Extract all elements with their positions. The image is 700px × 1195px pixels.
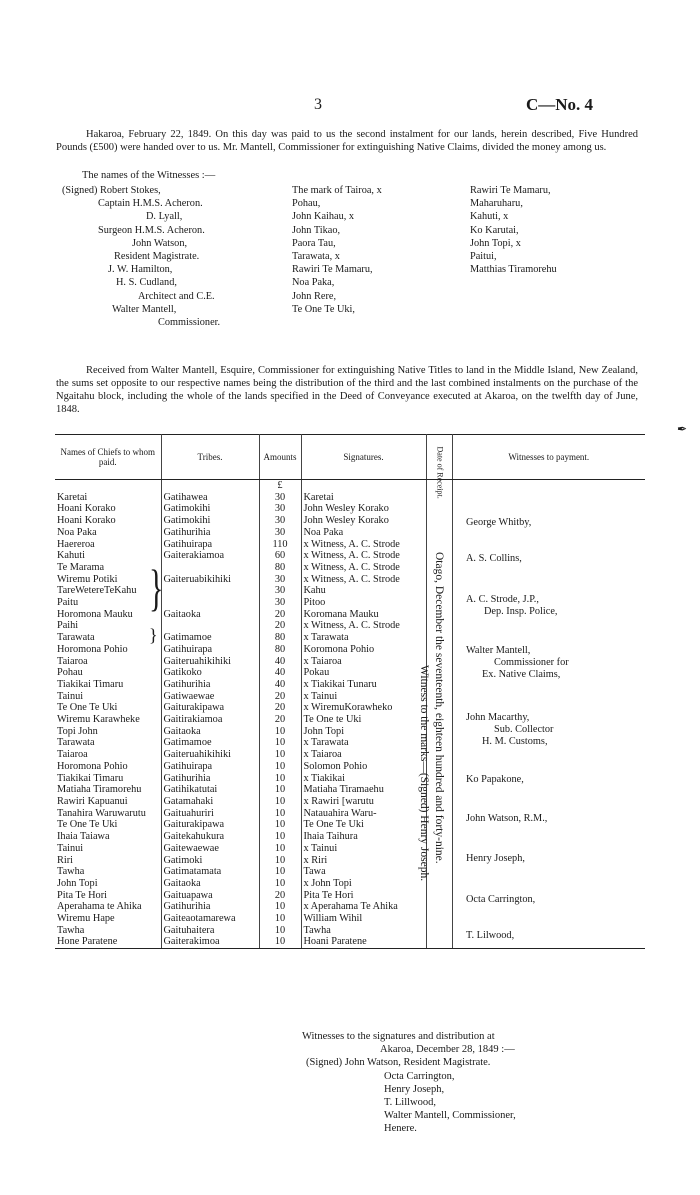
chief-name: Paihi (55, 620, 161, 632)
tribe: Gaiteruahikihiki (161, 656, 259, 668)
amount: 10 (259, 925, 301, 937)
witness-line: Kahuti, x (470, 211, 509, 223)
tribe (161, 562, 259, 574)
table-header-row (55, 435, 645, 480)
chief-name: Tanahira Waruwarutu (55, 808, 161, 820)
chief-name: Tainui (55, 691, 161, 703)
tribe: Gatiwaewae (161, 691, 259, 703)
amount: 10 (259, 901, 301, 913)
footer-line: T. Lillwood, (384, 1097, 437, 1109)
currency-row (55, 480, 645, 492)
tribe: Gatihawea (161, 492, 259, 504)
chief-name: Wiremu Karawheke (55, 714, 161, 726)
amount: 10 (259, 761, 301, 773)
signature: x Rawiri [warutu (301, 796, 426, 808)
signature: x Witness, A. C. Strode (301, 620, 426, 632)
amount: 20 (259, 620, 301, 632)
amount: 10 (259, 749, 301, 761)
table-row (55, 749, 645, 761)
chief-name: Aperahama te Ahika (55, 901, 161, 913)
amount: 10 (259, 784, 301, 796)
signature: John Wesley Korako (301, 515, 426, 527)
payment-witness-line: H. M. Customs, (482, 736, 548, 747)
witness-line: John Topi, x (470, 237, 521, 249)
signature: Pokau (301, 667, 426, 679)
chief-name: Ihaia Taiawa (55, 831, 161, 843)
brace-1: } (149, 560, 164, 617)
witness-line: John Tikao, (292, 224, 341, 236)
signature: William Wihil (301, 913, 426, 925)
payment-witness (466, 894, 535, 906)
signature: x Witness, A. C. Strode (301, 562, 426, 574)
signature: x Aperahama Te Ahika (301, 901, 426, 913)
signature: x Witness, A. C. Strode (301, 539, 426, 551)
witness-line: Matthias Tiramorehu (470, 264, 557, 276)
table-row (55, 574, 645, 586)
signature: Koromona Pohio (301, 644, 426, 656)
footer-witnesses (302, 1030, 516, 1136)
chief-name: Riri (55, 855, 161, 867)
chief-name: Taiaroa (55, 749, 161, 761)
header-witnesses: Witnesses to payment. (452, 435, 645, 480)
amount: 80 (259, 644, 301, 656)
witnesses-middle-column (292, 184, 382, 316)
witness-line: Rawiri Te Mamaru, (470, 185, 551, 196)
tribe: Gatikoko (161, 667, 259, 679)
amount: 40 (259, 667, 301, 679)
tribe: Gatimokihi (161, 515, 259, 527)
witness-line: Noa Paka, (292, 277, 335, 289)
tribe: Gaitirakiamoa (161, 714, 259, 726)
chief-name: Rawiri Kapuanui (55, 796, 161, 808)
payment-witness-line: Octa Carrington, (466, 894, 536, 905)
payment-witness-line: Henry Joseph, (466, 853, 525, 864)
witness-line: Walter Mantell, (112, 303, 177, 315)
table-row (55, 503, 645, 515)
amount: 10 (259, 808, 301, 820)
signature: John Wesley Korako (301, 503, 426, 515)
signature: x Taiaroa (301, 656, 426, 668)
amount: 30 (259, 597, 301, 609)
amount: 10 (259, 878, 301, 890)
tribe: Gaiterakimoa (161, 936, 259, 948)
tribe: Gatimatamata (161, 866, 259, 878)
tribe: Gatihuirapa (161, 761, 259, 773)
witness-line: Architect and C.E. (138, 290, 215, 302)
witnesses-right-column (470, 184, 557, 276)
table-row (55, 515, 645, 527)
tribe: Gaiteaotamarewa (161, 913, 259, 925)
chief-name: Tawha (55, 866, 161, 878)
chief-name: Tainui (55, 843, 161, 855)
tribe: Gaitaoka (161, 726, 259, 738)
table-row (55, 620, 645, 632)
chief-name: Haereroa (55, 539, 161, 551)
chief-name: TareWetereTeKahu (55, 585, 161, 597)
payment-witness (466, 813, 547, 825)
signature: Matiaha Tiramaehu (301, 784, 426, 796)
tribe: Gatimamoe (161, 632, 259, 644)
witness-line: Pohau, (292, 198, 321, 210)
chief-name: Noa Paka (55, 527, 161, 539)
amount: 10 (259, 726, 301, 738)
header-date: Date of Receipt. (426, 435, 452, 480)
tribe: Gaiteruabikihiki (161, 574, 259, 586)
signature: x Taiaroa (301, 749, 426, 761)
witness-line: Commissioner. (158, 317, 221, 329)
chief-name: Horomona Pohio (55, 761, 161, 773)
tribe: Gatimamoe (161, 737, 259, 749)
page-number: 3 (314, 96, 322, 113)
amount: 110 (259, 539, 301, 551)
chief-name: Kahuti (55, 550, 161, 562)
table-row (55, 550, 645, 562)
chief-name: Te One Te Uki (55, 702, 161, 714)
signature: Kahu (301, 585, 426, 597)
signature: x Tiakikai Tunaru (301, 679, 426, 691)
table-row (55, 702, 645, 714)
chief-name: Hoani Korako (55, 515, 161, 527)
chief-name: Te One Te Uki (55, 819, 161, 831)
witness-line: Paitui, (470, 251, 497, 263)
header-tribes: Tribes. (161, 435, 259, 480)
footer-line: Henry Joseph, (384, 1083, 445, 1095)
signature: x WiremuKorawheko (301, 702, 426, 714)
tribe: Gaituapawa (161, 890, 259, 902)
amount: 30 (259, 574, 301, 586)
chief-name: John Topi (55, 878, 161, 890)
chief-name: Tiakikai Timaru (55, 679, 161, 691)
tribe: Gatimoki (161, 855, 259, 867)
table-row (55, 878, 645, 890)
witness-line: Rawiri Te Mamaru, (292, 264, 373, 276)
witnesses-left-column (62, 184, 220, 329)
tribe (161, 597, 259, 609)
amount: 20 (259, 702, 301, 714)
witness-line: Tarawata, x (292, 251, 340, 263)
signature: Ihaia Taihura (301, 831, 426, 843)
brace-2: } (149, 625, 158, 645)
witness-line: (Signed) Robert Stokes, (62, 185, 161, 196)
signature: x John Topi (301, 878, 426, 890)
chief-name: Horomona Mauku (55, 609, 161, 621)
payment-witness-line: George Whitby, (466, 517, 532, 528)
tribe: Gaitewaewae (161, 843, 259, 855)
signature: x Riri (301, 855, 426, 867)
payment-witness (466, 774, 524, 786)
amount: 20 (259, 890, 301, 902)
header-signatures: Signatures. (301, 435, 426, 480)
payment-witness (466, 517, 531, 529)
amount: 10 (259, 796, 301, 808)
signature: Te One Te Uki (301, 819, 426, 831)
signature: Tawa (301, 866, 426, 878)
amount: 10 (259, 855, 301, 867)
payment-witness (466, 594, 558, 618)
amount: 30 (259, 585, 301, 597)
chief-name: Matiaha Tiramorehu (55, 784, 161, 796)
payment-witness-line: Walter Mantell, (466, 645, 531, 656)
table-row (55, 527, 645, 539)
table-row (55, 831, 645, 843)
witness-line: John Kaihau, x (292, 211, 355, 223)
signature: Koromana Mauku (301, 609, 426, 621)
tribe: Gatihuirapa (161, 644, 259, 656)
table-row (55, 737, 645, 749)
tribe: Gaiturakipawa (161, 702, 259, 714)
signature: Pitoo (301, 597, 426, 609)
payment-table (55, 434, 645, 949)
payment-witness-line: Commissioner for (494, 657, 569, 668)
amount: 60 (259, 550, 301, 562)
currency-symbol: £ (259, 480, 301, 492)
amount: 10 (259, 913, 301, 925)
chief-name: Hone Paratene (55, 936, 161, 948)
witness-line: H. S. Cudland, (116, 277, 177, 289)
amount: 80 (259, 632, 301, 644)
signature: Karetai (301, 492, 426, 504)
tribe: Gatihurihia (161, 901, 259, 913)
signature: Te One te Uki (301, 714, 426, 726)
tribe: Gatimokihi (161, 503, 259, 515)
tribe: Gaitekahukura (161, 831, 259, 843)
table-row (55, 773, 645, 785)
document-reference: C—No. 4 (526, 95, 594, 114)
chief-name: Pita Te Hori (55, 890, 161, 902)
signature: x Witness, A. C. Strode (301, 550, 426, 562)
chief-name: Karetai (55, 492, 161, 504)
table-row (55, 726, 645, 738)
signature: Pita Te Hori (301, 890, 426, 902)
chief-name: Tarawata (55, 632, 161, 644)
amount: 20 (259, 609, 301, 621)
signature: x Tainui (301, 843, 426, 855)
witness-line: John Watson, (132, 237, 188, 249)
date-vertical-text: Otago, December the seventeenth, eighteen hundred and forty-nine. (433, 552, 445, 864)
amount: 30 (259, 527, 301, 539)
footer-line: Witnesses to the signatures and distribution at (302, 1031, 495, 1042)
tribe: Gatihikatutai (161, 784, 259, 796)
table-row (55, 866, 645, 878)
chief-name: Paitu (55, 597, 161, 609)
table-row (55, 855, 645, 867)
receipt-paragraph (56, 364, 638, 416)
chief-name: Pohau (55, 667, 161, 679)
amount: 20 (259, 691, 301, 703)
chief-name: Taiaroa (55, 656, 161, 668)
amount: 10 (259, 737, 301, 749)
payment-witness-line: Sub. Collector (494, 724, 554, 735)
tribe: Gatihurihia (161, 773, 259, 785)
table-row (55, 562, 645, 574)
amount: 10 (259, 831, 301, 843)
tribe: Gaitaoka (161, 609, 259, 621)
chief-name: Wiremu Potiki (55, 574, 161, 586)
tribe: Gatihurihia (161, 527, 259, 539)
witness-line: D. Lyall, (146, 211, 183, 223)
chief-name: Horomona Pohio (55, 644, 161, 656)
signature: Solomon Pohio (301, 761, 426, 773)
payment-witness-line: John Macarthy, (466, 712, 530, 723)
header-names: Names of Chiefs to whom paid. (55, 435, 161, 480)
signature: x Tiakikai (301, 773, 426, 785)
tribe: Gatihurihia (161, 679, 259, 691)
payment-witness-line: John Watson, R.M., (466, 813, 548, 824)
witness-line: Maharuharu, (470, 198, 523, 210)
footer-line: Henere. (384, 1123, 417, 1135)
signature: x Tainui (301, 691, 426, 703)
payment-witness-line: Dep. Insp. Police, (484, 606, 558, 617)
witness-heading: The names of the Witnesses :— (82, 170, 216, 181)
amount: 30 (259, 515, 301, 527)
intro-paragraph (56, 128, 638, 154)
witness-line: J. W. Hamilton, (108, 264, 173, 276)
table-row (55, 796, 645, 808)
chief-name: Topi John (55, 726, 161, 738)
table-row (55, 901, 645, 913)
chief-name: Tiakikai Timaru (55, 773, 161, 785)
amount: 10 (259, 819, 301, 831)
chief-name: Wiremu Hape (55, 913, 161, 925)
witness-line: The mark of Tairoa, x (292, 185, 382, 196)
table-row (55, 761, 645, 773)
chief-name: Tarawata (55, 737, 161, 749)
signature: Tawha (301, 925, 426, 937)
footer-line: Akaroa, December 28, 1849 :— (380, 1044, 515, 1056)
amount: 30 (259, 492, 301, 504)
payment-witness (466, 930, 514, 942)
witness-line: Ko Karutai, (470, 224, 519, 236)
witness-line: Surgeon H.M.S. Acheron. (98, 224, 205, 236)
payment-witness-line: A. C. Strode, J.P., (466, 594, 539, 605)
receipt-text: Received from Walter Mantell, Esquire, Commissioner for extinguishing Native Titles to land in the Middle Island, New Zealand, the sums set opposite to our respective names being the distribution of the third and the last combined instalments on the purchase of the Ngaitahu block, including the whole of the lands specified in the Deed of Conveyance executed at Akaroa, on the twelfth day of June, 1848. (56, 365, 638, 415)
table-row (55, 925, 645, 937)
signature: x Witness, A. C. Strode (301, 574, 426, 586)
table-row (55, 913, 645, 925)
amount: 80 (259, 562, 301, 574)
witness-line: John Rere, (292, 290, 337, 302)
chief-name: Te Marama (55, 562, 161, 574)
amount: 20 (259, 714, 301, 726)
chief-name: Hoani Korako (55, 503, 161, 515)
signature: Hoani Paratene (301, 936, 426, 948)
table-row (55, 843, 645, 855)
tribe: Gaiteruahikihiki (161, 749, 259, 761)
amount: 40 (259, 656, 301, 668)
footer-line: Octa Carrington, (384, 1070, 455, 1082)
payment-witness-line: A. S. Collins, (466, 553, 522, 564)
payment-witness-line: Ko Papakone, (466, 774, 524, 785)
chief-name: Tawha (55, 925, 161, 937)
witness-line: Te One Te Uki, (292, 303, 355, 315)
tribe: Gaitaoka (161, 878, 259, 890)
table-row (55, 691, 645, 703)
tribe: Gaiterakiamoa (161, 550, 259, 562)
table-row (55, 890, 645, 902)
header-amounts: Amounts (259, 435, 301, 480)
table-row (55, 539, 645, 551)
payment-witness (466, 712, 554, 748)
tribe: Gaituahuriri (161, 808, 259, 820)
tribe: Gaiturakipawa (161, 819, 259, 831)
witness-line: Captain H.M.S. Acheron. (98, 198, 203, 210)
tribe (161, 620, 259, 632)
tribe: Gatihuirapa (161, 539, 259, 551)
intro-text: Hakaroa, February 22, 1849. On this day was paid to us the second instalment for our lands, herein described, Five Hundred Pounds (£500) were handed over to us. Mr. Mantell, Commissioner for extinguishing Native Claims, divided the money among us. (56, 129, 638, 153)
table-row (55, 714, 645, 726)
payment-witness (466, 853, 525, 865)
table-row (55, 784, 645, 796)
signature: x Tarawata (301, 737, 426, 749)
table-row (55, 819, 645, 831)
tribe: Gatamahaki (161, 796, 259, 808)
table-row (55, 936, 645, 948)
signature: John Topi (301, 726, 426, 738)
footer-line: Walter Mantell, Commissioner, (384, 1110, 516, 1122)
amount: 10 (259, 866, 301, 878)
marks-vertical-text: Witness to the marks—(Signed) Henry Joseph. (418, 665, 430, 882)
payment-witness-line: T. Lilwood, (466, 930, 515, 941)
table-row (55, 808, 645, 820)
amount: 10 (259, 773, 301, 785)
payment-witness-line: Ex. Native Claims, (482, 669, 561, 680)
tribe (161, 585, 259, 597)
footer-line: (Signed) John Watson, Resident Magistrate. (306, 1057, 491, 1069)
witness-line: Resident Magistrate. (114, 251, 200, 263)
signature: x Tarawata (301, 632, 426, 644)
amount: 30 (259, 503, 301, 515)
witness-line: Paora Tau, (292, 237, 336, 249)
payment-witness (466, 645, 569, 681)
tribe: Gaituhaitera (161, 925, 259, 937)
table-row (55, 632, 645, 644)
signature: Natauahira Waru- (301, 808, 426, 820)
signature: Noa Paka (301, 527, 426, 539)
table-row (55, 492, 645, 504)
margin-mark: ✒ (677, 422, 688, 436)
amount: 10 (259, 936, 301, 948)
amount: 40 (259, 679, 301, 691)
amount: 10 (259, 843, 301, 855)
payment-witness (466, 553, 522, 565)
